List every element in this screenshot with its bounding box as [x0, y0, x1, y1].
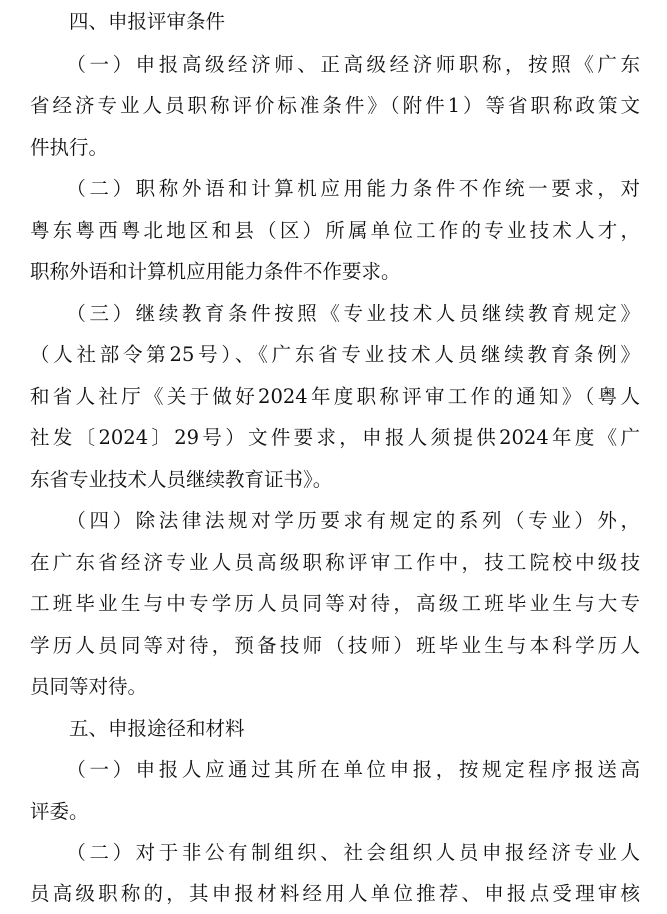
text-line: （一）申报高级经济师、正高级经济师职称，按照《广东: [30, 53, 640, 76]
text-line: 评委。: [30, 800, 89, 823]
text-line: 员同等对待。: [30, 675, 148, 698]
text-line: （四）除法律法规对学历要求有规定的系列（专业）外，: [30, 509, 640, 532]
text-line: 在广东省经济专业人员高级职称评审工作中，技工院校中级技: [30, 551, 640, 574]
text-line: 社发〔2024〕29号）文件要求，申报人须提供2024年度《广: [30, 426, 640, 449]
section-heading-5: 五、申报途径和材料: [30, 717, 245, 740]
text-line: 粤东粤西粤北地区和县（区）所属单位工作的专业技术人才，: [30, 219, 640, 242]
section-heading-4: 四、申报评审条件: [30, 10, 226, 33]
text-line: 员高级职称的，其申报材料经用人单位推荐、申报点受理审核: [30, 882, 640, 905]
text-line: （二）职称外语和计算机应用能力条件不作统一要求，对: [30, 177, 640, 200]
text-line: （三）继续教育条件按照《专业技术人员继续教育规定》: [30, 302, 640, 325]
text-line: （人社部令第25号）、《广东省专业技术人员继续教育条例》: [30, 343, 640, 366]
text-line: 工班毕业生与中专学历人员同等对待，高级工班毕业生与大专: [30, 592, 640, 615]
text-line: （一）申报人应通过其所在单位申报，按规定程序报送高: [30, 758, 640, 781]
text-line: 省经济专业人员职称评价标准条件》（附件1）等省职称政策文: [30, 94, 640, 117]
text-line: （二）对于非公有制组织、社会组织人员申报经济专业人: [30, 841, 640, 864]
text-line: 件执行。: [30, 136, 109, 159]
text-line: 职称外语和计算机应用能力条件不作要求。: [30, 260, 401, 283]
text-line: 学历人员同等对待，预备技师（技师）班毕业生与本科学历人: [30, 634, 640, 657]
text-line: 东省专业技术人员继续教育证书》。: [30, 468, 333, 491]
text-line: 和省人社厅《关于做好2024年度职称评审工作的通知》（粤人: [30, 385, 640, 408]
